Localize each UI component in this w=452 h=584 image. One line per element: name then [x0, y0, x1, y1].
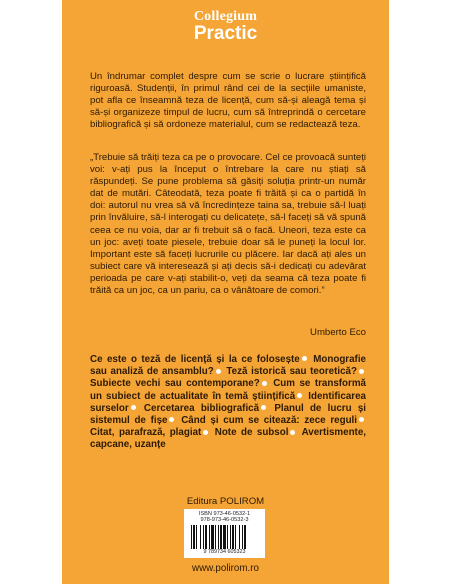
bullet-dot-icon — [359, 369, 364, 374]
series-logo — [62, 9, 389, 44]
topic-item: Cum se transformă un subiect de actualitate în temă științifică — [90, 378, 366, 402]
bullet-dot-icon — [262, 381, 267, 386]
series-logo-top: Collegium — [193, 9, 258, 24]
bullet-dot-icon — [131, 405, 136, 410]
topic-item: Ce este o teză de licență și la ce folosește — [90, 354, 300, 365]
publisher-website: www.polirom.ro — [192, 563, 259, 574]
series-logo-bottom: Practic — [193, 23, 258, 44]
quote-author: Umberto Eco — [310, 327, 366, 338]
topic-item: Identificarea surselor — [90, 390, 366, 414]
isbn-barcode — [184, 509, 265, 558]
bullet-dot-icon — [290, 430, 295, 435]
bullet-dot-icon — [203, 430, 208, 435]
topic-item: Cercetarea bibliografică — [143, 402, 260, 414]
bullet-dot-icon — [302, 356, 307, 361]
quote-paragraph: „Trebuie să trăiți teza ca pe o provocare. Cel ce provoacă sunteți voi: v-ați pus la început o întrebare la care nu știați să răspundeți. Se pune problema să găsiți soluția printr-un număr dat de mutări. Câteodată, teza poate fi trăită și ca o partidă în doi: autorul nu vrea să vă încredințeze taina sa, trebuie să-l luați prin învăluire, să-l interogați cu delicatețe, să-l faceți să vă spună ceea ce nu voia, dar ar fi trebuit să o facă. Uneori, teza este ca un joc: aveți toate piesele, trebuie doar să le puneți la locul lor. Important este să faceți lucrurile cu plăcere. Iar dacă ați ales un subiect care vă interesează și ați decis să-i dedicați cu adevărat perioada pe care v-ați stabilit-o, veți da seama că teza poate fi trăită ca un joc, ca un pariu, ca o vânătoare de comori.” — [90, 152, 366, 297]
topic-item: Planul de lucru și sistemul de fișe — [90, 402, 366, 427]
bullet-dot-icon — [169, 417, 174, 422]
topic-item: Note de subsol — [214, 427, 289, 439]
bullet-dot-icon — [261, 405, 266, 410]
bullet-dot-icon — [216, 369, 221, 374]
topic-item: Monografie sau analiză de ansamblu? — [90, 354, 366, 378]
isbn-line: ISBN 973-46-0532-1 — [198, 511, 251, 517]
topic-item: Când și cum se citează: zece reguli — [181, 415, 357, 427]
barcode-bars — [190, 525, 260, 549]
barcode-number: 9 789734 605323 — [203, 548, 246, 555]
isbn13-line: 978-973-46-0532-3 — [200, 517, 249, 524]
bullet-dot-icon — [297, 393, 302, 398]
bullet-dot-icon — [359, 417, 364, 422]
topics-list — [90, 354, 366, 452]
topic-item: Subiecte vechi sau contemporane? — [90, 378, 260, 390]
topic-item: Avertismente, capcane, uzanțe — [90, 427, 366, 451]
topic-item: Teză istorică sau teoretică? — [226, 366, 357, 378]
publisher-name: Editura POLIROM — [186, 496, 265, 507]
book-back-cover — [62, 0, 389, 584]
intro-paragraph: Un îndrumar complet despre cum se scrie o lucrare științifică riguroasă. Studenții, în primul rând cei de la secțiile umaniste, pot afla ce înseamnă teza de licență, cum să-și aleagă tema și să-și organizeze timpul de lucru, cum să întreprindă o cercetare bibliografică și să ordoneze materialul, cum se redactează teza. — [90, 71, 366, 131]
topic-item: Citat, parafrază, plagiat — [90, 427, 202, 439]
